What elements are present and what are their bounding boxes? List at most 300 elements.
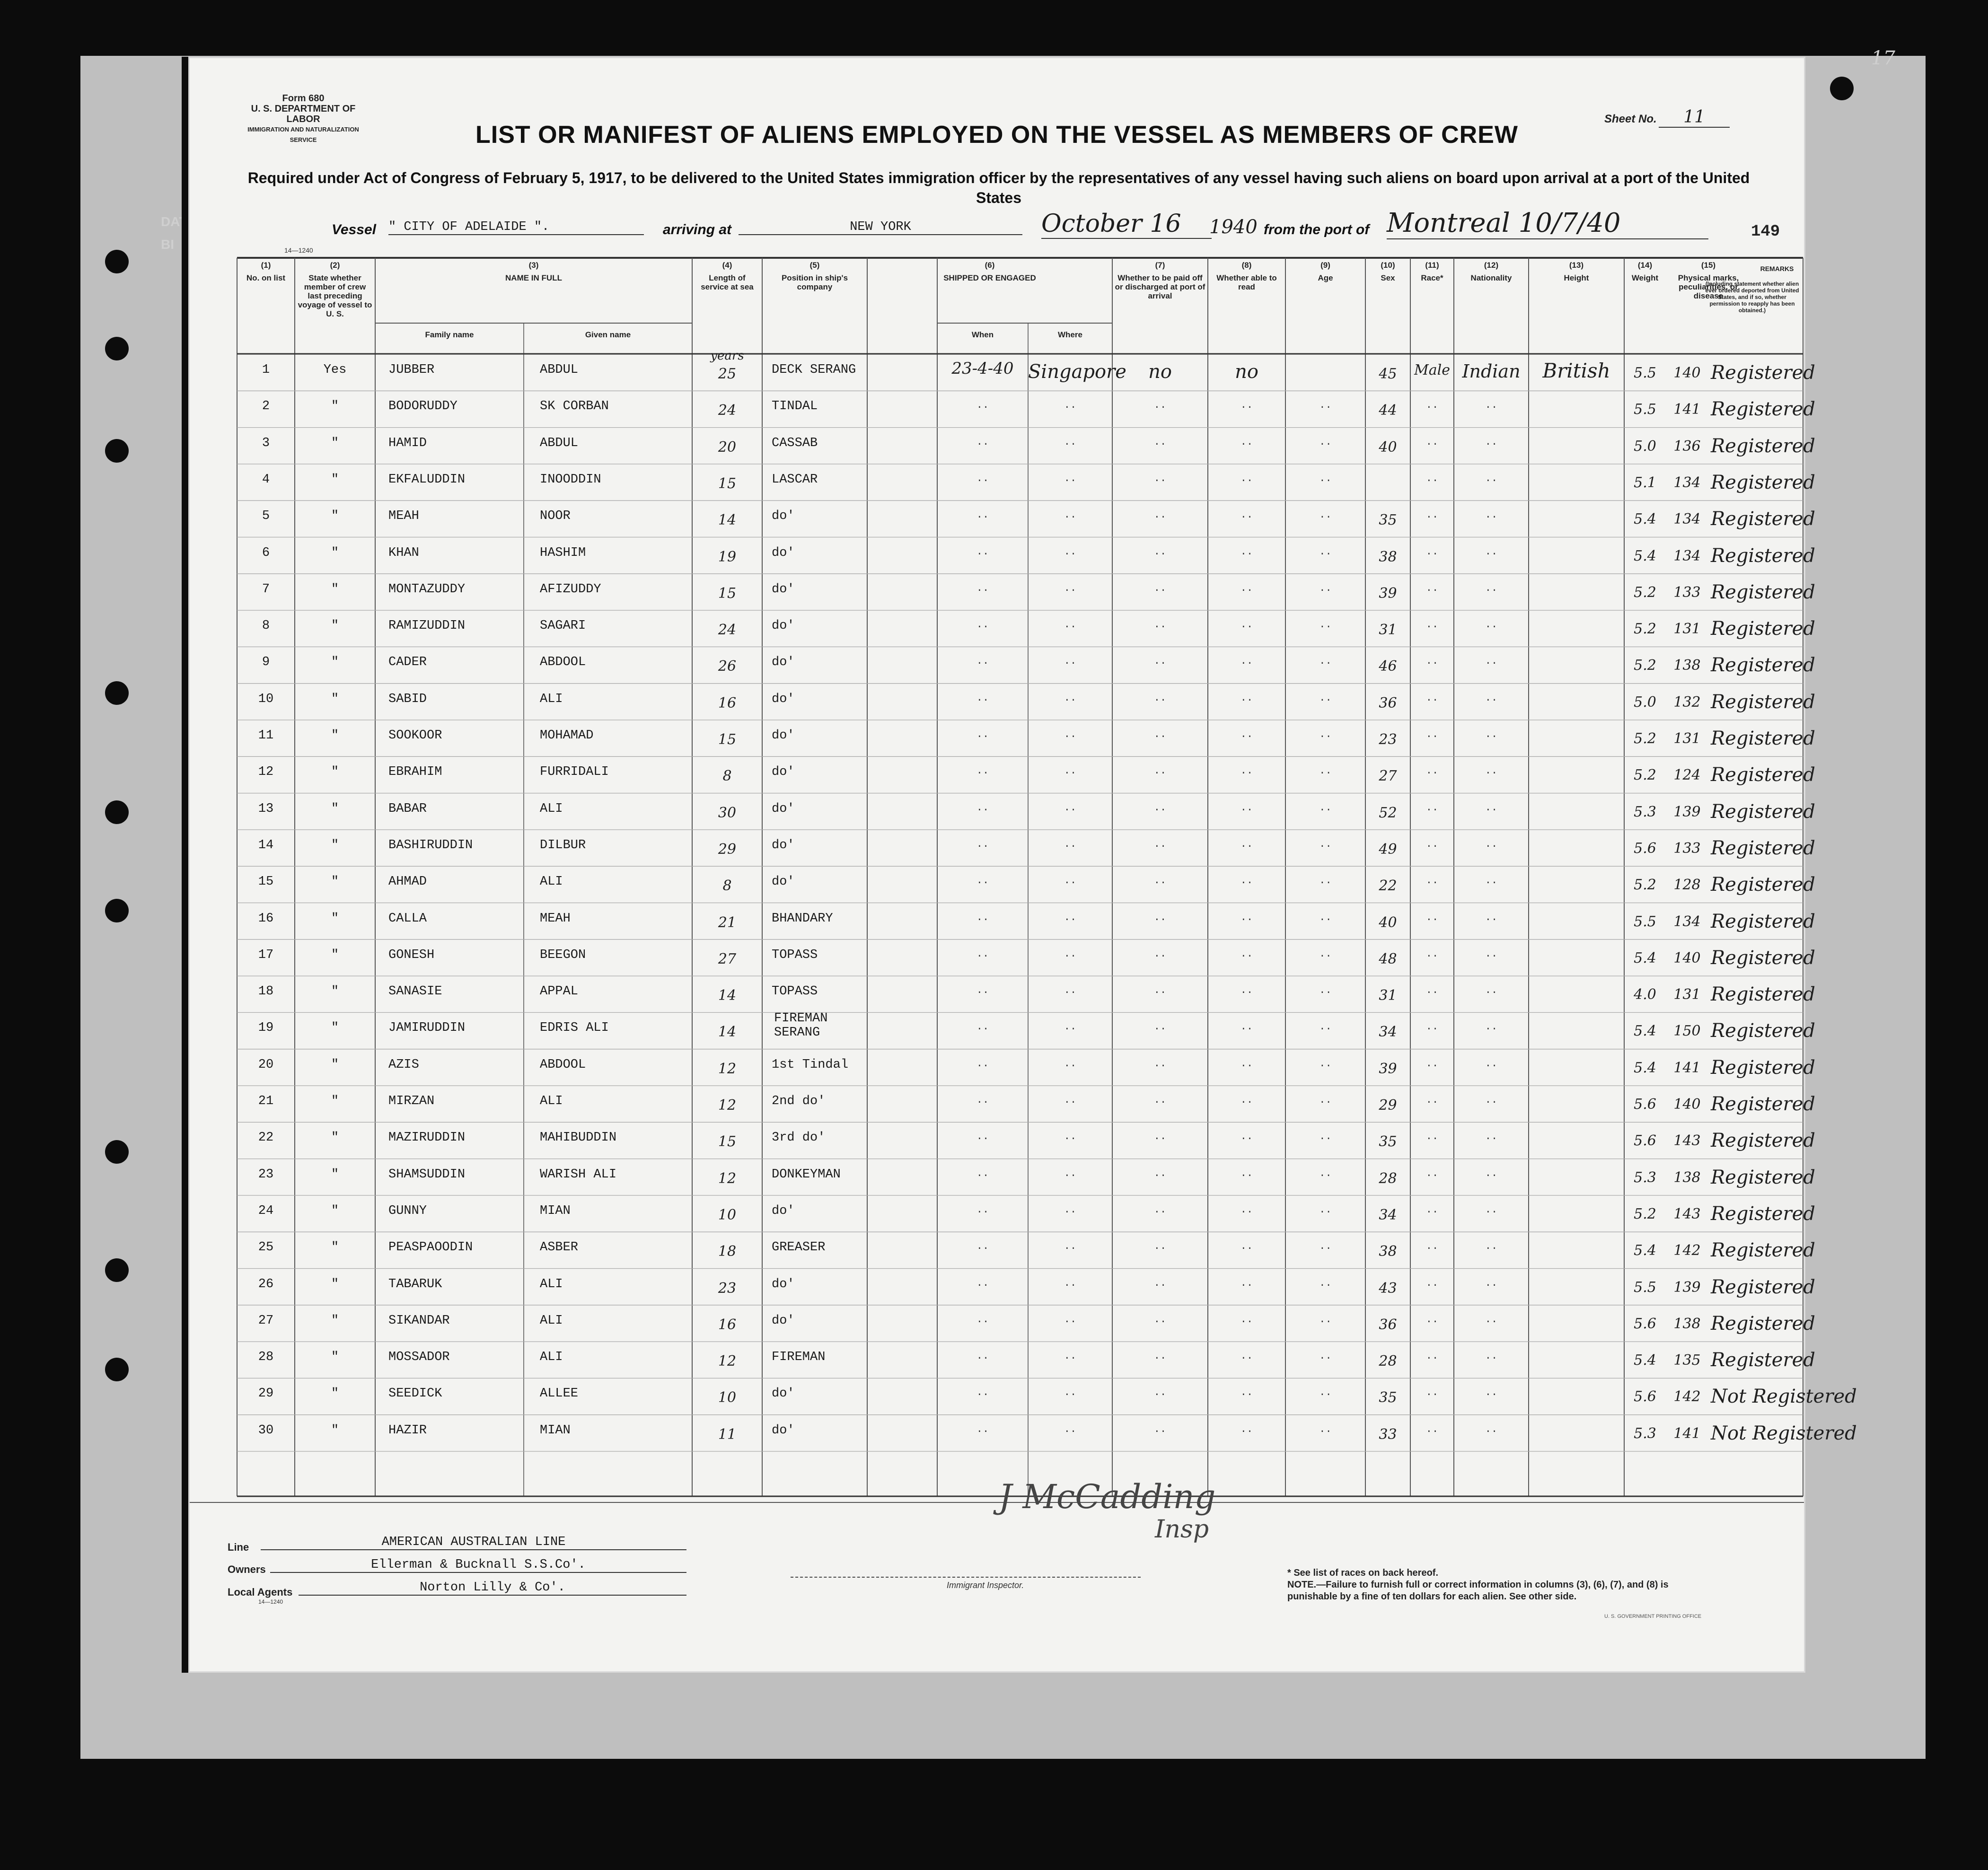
ditto-mark: .. bbox=[1240, 984, 1253, 997]
ditto-mark: .. bbox=[1240, 1277, 1253, 1289]
position: do' bbox=[772, 838, 795, 852]
row-number: 15 bbox=[258, 875, 274, 889]
remarks: Registered bbox=[1711, 1239, 1815, 1262]
ditto-mark: .. bbox=[1485, 875, 1498, 887]
remarks: Registered bbox=[1711, 691, 1815, 713]
batch-number: 149 bbox=[1751, 223, 1780, 241]
weight: 142 bbox=[1673, 1242, 1701, 1259]
ditto-mark: .. bbox=[1064, 875, 1077, 887]
position: do' bbox=[772, 509, 795, 524]
remarks: Not Registered bbox=[1711, 1386, 1857, 1408]
age: 28 bbox=[1379, 1353, 1397, 1370]
previous-voyage: " bbox=[331, 509, 339, 524]
ditto-mark: .. bbox=[1064, 1057, 1077, 1070]
ditto-mark: .. bbox=[1240, 1203, 1253, 1216]
given-name: ABDUL bbox=[540, 363, 579, 377]
ditto-mark: .. bbox=[1425, 436, 1439, 448]
height: 5.2 bbox=[1634, 877, 1656, 894]
family-name: CALLA bbox=[388, 911, 427, 926]
height: 5.6 bbox=[1634, 1388, 1656, 1405]
given-name: MEAH bbox=[540, 911, 571, 926]
form-service: IMMIGRATION AND NATURALIZATION SERVICE bbox=[247, 126, 359, 143]
ditto-mark: .. bbox=[1485, 655, 1498, 667]
ditto-mark: .. bbox=[1485, 509, 1498, 521]
age: 35 bbox=[1379, 512, 1397, 529]
column-label: NAME IN FULL bbox=[505, 273, 562, 282]
remarks: Registered bbox=[1711, 362, 1815, 384]
ditto-mark: .. bbox=[1064, 1094, 1077, 1106]
row-number: 26 bbox=[258, 1277, 274, 1291]
weight: 140 bbox=[1673, 1096, 1701, 1113]
column-header bbox=[762, 261, 867, 291]
row-number: 8 bbox=[262, 619, 270, 633]
previous-voyage: " bbox=[331, 1423, 339, 1438]
family-name: TABARUK bbox=[388, 1277, 442, 1291]
ditto-mark: .. bbox=[1064, 1240, 1077, 1253]
ditto-mark: .. bbox=[976, 1313, 989, 1326]
ditto-mark: .. bbox=[1240, 545, 1253, 558]
ditto-mark: .. bbox=[1153, 545, 1167, 558]
family-name: MEAH bbox=[388, 509, 419, 524]
ditto-mark: .. bbox=[1485, 1240, 1498, 1253]
age: 38 bbox=[1379, 548, 1397, 565]
weight: 138 bbox=[1673, 1169, 1701, 1186]
service-years: 23 bbox=[718, 1280, 737, 1297]
previous-voyage: " bbox=[331, 1387, 339, 1401]
subcolumn-label: When bbox=[971, 330, 994, 339]
column-number: (1) bbox=[261, 261, 271, 270]
ditto-mark: .. bbox=[1319, 875, 1332, 887]
weight: 140 bbox=[1673, 949, 1701, 966]
previous-voyage: " bbox=[331, 765, 339, 780]
previous-voyage: " bbox=[331, 1240, 339, 1255]
ditto-mark: .. bbox=[1319, 692, 1332, 704]
ditto-mark: .. bbox=[1319, 545, 1332, 558]
ditto-mark: .. bbox=[1064, 1350, 1077, 1362]
ditto-mark: .. bbox=[1064, 765, 1077, 777]
ditto-mark: .. bbox=[1319, 1277, 1332, 1289]
ditto-mark: .. bbox=[1485, 911, 1498, 923]
previous-voyage: Yes bbox=[323, 363, 347, 377]
ditto-mark: .. bbox=[1485, 436, 1498, 448]
ditto-mark: .. bbox=[1319, 1350, 1332, 1362]
weight: 150 bbox=[1673, 1023, 1701, 1040]
vessel-label: Vessel bbox=[332, 222, 376, 237]
column-header bbox=[1208, 261, 1285, 291]
row-number: 1 bbox=[262, 363, 270, 377]
column-header bbox=[1285, 261, 1365, 282]
ditto-mark: .. bbox=[1064, 655, 1077, 667]
row-number: 7 bbox=[262, 582, 270, 597]
weight: 131 bbox=[1673, 986, 1701, 1003]
binder-hole bbox=[105, 250, 129, 273]
height: 5.3 bbox=[1634, 1425, 1656, 1442]
column-number: (2) bbox=[330, 261, 340, 270]
race: Indian bbox=[1462, 361, 1521, 382]
ditto-mark: .. bbox=[1425, 545, 1439, 558]
family-name: SOOKOOR bbox=[388, 729, 442, 743]
arriving-label: arriving at bbox=[663, 222, 732, 237]
ditto-mark: .. bbox=[1425, 1240, 1439, 1253]
row-number: 4 bbox=[262, 472, 270, 487]
ditto-mark: .. bbox=[1425, 984, 1439, 997]
family-name: EKFALUDDIN bbox=[388, 472, 466, 487]
ditto-mark: .. bbox=[1319, 1240, 1332, 1253]
weight: 142 bbox=[1673, 1388, 1701, 1405]
ditto-mark: .. bbox=[1485, 399, 1498, 412]
ditto-mark: .. bbox=[1153, 729, 1167, 740]
previous-voyage: " bbox=[331, 436, 339, 450]
age: 40 bbox=[1379, 439, 1397, 456]
ditto-mark: .. bbox=[1319, 1423, 1332, 1435]
family-name: RAMIZUDDIN bbox=[388, 619, 466, 633]
ditto-mark: .. bbox=[976, 509, 989, 521]
ditto-mark: .. bbox=[1240, 875, 1253, 887]
age: 40 bbox=[1379, 914, 1397, 931]
column-label: Whether able to read bbox=[1216, 273, 1277, 291]
weight: 133 bbox=[1673, 840, 1701, 857]
family-name: MONTAZUDDY bbox=[388, 582, 466, 597]
remarks: Registered bbox=[1711, 1130, 1815, 1152]
ditto-mark: .. bbox=[976, 1203, 989, 1216]
given-name: ALI bbox=[540, 1277, 563, 1291]
height: 5.6 bbox=[1634, 840, 1656, 857]
ditto-mark: .. bbox=[976, 619, 989, 631]
height: 5.4 bbox=[1634, 547, 1656, 564]
column-number: (8) bbox=[1241, 261, 1252, 270]
ditto-mark: .. bbox=[1425, 1167, 1439, 1179]
ditto-mark: .. bbox=[1064, 984, 1077, 997]
family-name: SIKANDAR bbox=[388, 1313, 450, 1328]
column-label: Age bbox=[1318, 273, 1333, 282]
ditto-mark: .. bbox=[1153, 1277, 1167, 1289]
height: 5.2 bbox=[1634, 730, 1656, 747]
nationality: British bbox=[1542, 359, 1610, 382]
ditto-mark: .. bbox=[976, 436, 989, 448]
form-department: U. S. DEPARTMENT OF LABOR bbox=[251, 104, 356, 124]
ditto-mark: .. bbox=[1064, 692, 1077, 704]
height: 5.4 bbox=[1634, 1352, 1656, 1369]
family-name: BASHIRUDDIN bbox=[388, 838, 473, 852]
remarks: Registered bbox=[1711, 1020, 1815, 1042]
line-value: AMERICAN AUSTRALIAN LINE bbox=[261, 1535, 686, 1550]
ditto-mark: .. bbox=[976, 692, 989, 704]
family-name: SEEDICK bbox=[388, 1387, 442, 1401]
column-number: (4) bbox=[722, 261, 732, 270]
weight: 134 bbox=[1673, 474, 1701, 491]
ditto-mark: .. bbox=[1153, 801, 1167, 814]
given-name: APPAL bbox=[540, 984, 579, 999]
ditto-mark: .. bbox=[1319, 655, 1332, 667]
ditto-mark: .. bbox=[976, 1423, 989, 1435]
given-name: FURRIDALI bbox=[540, 765, 609, 780]
given-name: ALI bbox=[540, 875, 563, 889]
position: do' bbox=[772, 801, 795, 816]
ditto-mark: .. bbox=[1153, 1387, 1167, 1399]
ditto-mark: .. bbox=[1240, 1240, 1253, 1253]
column-label: Position in ship's company bbox=[781, 273, 848, 291]
previous-voyage: " bbox=[331, 1313, 339, 1328]
age: 27 bbox=[1379, 768, 1397, 785]
binder-hole bbox=[105, 1258, 129, 1282]
previous-voyage: " bbox=[331, 1167, 339, 1182]
ditto-mark: .. bbox=[1064, 436, 1077, 448]
column-header bbox=[1751, 261, 1803, 273]
service-years: 14 bbox=[718, 987, 737, 1004]
column-label: No. on list bbox=[246, 273, 286, 282]
ditto-mark: .. bbox=[1319, 399, 1332, 412]
row-number: 27 bbox=[258, 1313, 274, 1328]
family-name: MOSSADOR bbox=[388, 1350, 450, 1365]
column-header bbox=[295, 261, 375, 318]
age: 46 bbox=[1379, 658, 1397, 675]
ditto-mark: .. bbox=[1319, 1313, 1332, 1326]
inspector-signature: J McCadding bbox=[999, 1477, 1216, 1516]
side-label-1: DAT bbox=[161, 214, 187, 229]
previous-voyage: " bbox=[331, 1203, 339, 1218]
ditto-mark: .. bbox=[1153, 984, 1167, 997]
column-label: Physical marks, peculiarities, or disease bbox=[1678, 273, 1739, 300]
binder-hole bbox=[105, 337, 129, 360]
ditto-mark: .. bbox=[1240, 1057, 1253, 1070]
column-header bbox=[692, 261, 762, 291]
weight: 143 bbox=[1673, 1205, 1701, 1222]
ditto-mark: .. bbox=[1485, 1167, 1498, 1179]
previous-voyage: " bbox=[331, 545, 339, 560]
column-header bbox=[1410, 261, 1454, 282]
ditto-mark: .. bbox=[1153, 509, 1167, 521]
ditto-mark: .. bbox=[1425, 1350, 1439, 1362]
height: 5.1 bbox=[1634, 474, 1656, 491]
ditto-mark: .. bbox=[976, 1167, 989, 1179]
previous-voyage: " bbox=[331, 1131, 339, 1145]
family-name: CADER bbox=[388, 655, 427, 670]
given-name: ALI bbox=[540, 1094, 563, 1108]
age: 31 bbox=[1379, 622, 1397, 639]
ditto-mark: .. bbox=[1240, 619, 1253, 631]
position: do' bbox=[772, 729, 795, 743]
ditto-mark: .. bbox=[976, 801, 989, 814]
ditto-mark: .. bbox=[1425, 948, 1439, 960]
ditto-mark: .. bbox=[1425, 1203, 1439, 1216]
remarks: Registered bbox=[1711, 1056, 1815, 1079]
height: 5.0 bbox=[1634, 438, 1656, 455]
given-name: ALI bbox=[540, 1313, 563, 1328]
age: 48 bbox=[1379, 950, 1397, 967]
weight: 141 bbox=[1673, 1059, 1701, 1076]
remarks: Registered bbox=[1711, 1312, 1815, 1334]
row-number: 22 bbox=[258, 1131, 274, 1145]
height: 5.4 bbox=[1634, 949, 1656, 966]
given-name: ALLEE bbox=[540, 1387, 579, 1401]
ditto-mark: .. bbox=[1064, 399, 1077, 412]
ditto-mark: .. bbox=[1153, 582, 1167, 594]
column-label: Sex bbox=[1381, 273, 1395, 282]
able-to-read: no bbox=[1235, 361, 1258, 383]
ditto-mark: .. bbox=[976, 838, 989, 850]
height: 5.6 bbox=[1634, 1315, 1656, 1332]
binder-hole bbox=[105, 899, 129, 922]
ditto-mark: .. bbox=[1485, 1277, 1498, 1289]
previous-voyage: " bbox=[331, 692, 339, 706]
service-years: 12 bbox=[718, 1170, 737, 1187]
height: 4.0 bbox=[1634, 986, 1656, 1003]
given-name: DILBUR bbox=[540, 838, 586, 852]
position: do' bbox=[772, 1423, 795, 1438]
ditto-mark: .. bbox=[976, 1277, 989, 1289]
position: BHANDARY bbox=[772, 911, 833, 926]
remarks: Registered bbox=[1711, 435, 1815, 457]
weight: 134 bbox=[1673, 511, 1701, 528]
arrival-date: October 16 bbox=[1041, 210, 1212, 239]
service-years: 15 bbox=[718, 475, 737, 492]
ditto-mark: .. bbox=[1485, 1313, 1498, 1326]
ditto-mark: .. bbox=[1153, 1240, 1167, 1253]
column-label: REMARKS bbox=[1760, 265, 1794, 272]
position: 1st Tindal bbox=[772, 1057, 849, 1072]
binder-hole bbox=[105, 439, 129, 463]
service-years: 15 bbox=[718, 1133, 737, 1150]
column-header bbox=[1624, 261, 1666, 282]
ditto-mark: .. bbox=[1240, 801, 1253, 814]
service-years: 8 bbox=[722, 768, 732, 785]
ditto-mark: .. bbox=[1240, 1094, 1253, 1106]
side-label-2: BI bbox=[161, 237, 174, 252]
height: 5.0 bbox=[1634, 694, 1656, 711]
family-name: HAZIR bbox=[388, 1423, 427, 1438]
ditto-mark: .. bbox=[1064, 1203, 1077, 1216]
previous-voyage: " bbox=[331, 1094, 339, 1108]
family-name: MAZIRUDDIN bbox=[388, 1131, 466, 1145]
position: TOPASS bbox=[772, 984, 818, 999]
family-name: EBRAHIM bbox=[388, 765, 442, 780]
column-label: Race* bbox=[1421, 273, 1443, 282]
height: 5.2 bbox=[1634, 767, 1656, 784]
given-name: AFIZUDDY bbox=[540, 582, 601, 597]
line-label: Line bbox=[228, 1541, 249, 1553]
given-name: HASHIM bbox=[540, 545, 586, 560]
age: 31 bbox=[1379, 987, 1397, 1004]
given-name: SAGARI bbox=[540, 619, 586, 633]
owners-label: Owners bbox=[228, 1563, 266, 1575]
remarks: Registered bbox=[1711, 983, 1815, 1006]
column-header bbox=[375, 261, 692, 282]
vessel-name: " CITY OF ADELAIDE ". bbox=[388, 220, 644, 235]
ditto-mark: .. bbox=[1319, 1387, 1332, 1399]
ditto-mark: .. bbox=[1240, 1350, 1253, 1362]
ditto-mark: .. bbox=[1485, 984, 1498, 997]
height: 5.3 bbox=[1634, 1169, 1656, 1186]
column-number: (14) bbox=[1637, 261, 1653, 270]
ditto-mark: .. bbox=[976, 1057, 989, 1070]
ditto-mark: .. bbox=[1425, 399, 1439, 412]
service-unit: years bbox=[710, 349, 744, 363]
weight: 138 bbox=[1673, 1315, 1701, 1332]
family-name: KHAN bbox=[388, 545, 419, 560]
given-name: MIAN bbox=[540, 1203, 571, 1218]
ditto-mark: .. bbox=[1319, 619, 1332, 631]
age: 39 bbox=[1379, 585, 1397, 602]
ditto-mark: .. bbox=[1485, 619, 1498, 631]
previous-voyage: " bbox=[331, 729, 339, 743]
family-name: BODORUDDY bbox=[388, 399, 457, 414]
ditto-mark: .. bbox=[1319, 801, 1332, 814]
ditto-mark: .. bbox=[976, 984, 989, 997]
ditto-mark: .. bbox=[1425, 1131, 1439, 1143]
column-header bbox=[1365, 261, 1410, 282]
position: 2nd do' bbox=[772, 1094, 826, 1108]
remarks: Registered bbox=[1711, 508, 1815, 530]
agents-code: 14—1240 bbox=[258, 1598, 283, 1605]
remarks: Registered bbox=[1711, 837, 1815, 859]
ditto-mark: .. bbox=[1485, 1131, 1498, 1143]
ditto-mark: .. bbox=[976, 655, 989, 667]
weight: 138 bbox=[1673, 657, 1701, 674]
remarks: Registered bbox=[1711, 910, 1815, 932]
row-number: 19 bbox=[258, 1021, 274, 1036]
printer-mark: U. S. GOVERNMENT PRINTING OFFICE bbox=[1604, 1614, 1702, 1619]
ditto-mark: .. bbox=[1240, 655, 1253, 667]
family-name: GONESH bbox=[388, 948, 435, 962]
binder-hole bbox=[1830, 77, 1854, 100]
given-name: MAHIBUDDIN bbox=[540, 1131, 617, 1145]
column-label: Length of service at sea bbox=[701, 273, 754, 291]
sex: Male bbox=[1414, 362, 1450, 378]
from-port-label: from the port of bbox=[1264, 222, 1370, 237]
ditto-mark: .. bbox=[1319, 838, 1332, 850]
ditto-mark: .. bbox=[1425, 692, 1439, 704]
service-years: 18 bbox=[718, 1243, 737, 1260]
ditto-mark: .. bbox=[1425, 619, 1439, 631]
remarks: Registered bbox=[1711, 874, 1815, 896]
column-number: (5) bbox=[809, 261, 820, 270]
column-header bbox=[1529, 261, 1624, 282]
service-years: 10 bbox=[718, 1206, 737, 1223]
agents-value: Norton Lilly & Co'. bbox=[299, 1580, 686, 1596]
ditto-mark: .. bbox=[976, 1131, 989, 1143]
family-name: BABAR bbox=[388, 801, 427, 816]
previous-voyage: " bbox=[331, 801, 339, 816]
ditto-mark: .. bbox=[1485, 1387, 1498, 1399]
ditto-mark: .. bbox=[1425, 1423, 1439, 1435]
column-header bbox=[1112, 261, 1208, 300]
previous-voyage: " bbox=[331, 1350, 339, 1365]
ditto-mark: .. bbox=[1153, 692, 1167, 704]
height: 5.4 bbox=[1634, 1023, 1656, 1040]
given-name: ALI bbox=[540, 692, 563, 706]
service-years: 12 bbox=[718, 1097, 737, 1114]
position: LASCAR bbox=[772, 472, 818, 487]
ditto-mark: .. bbox=[1425, 1094, 1439, 1106]
ditto-mark: .. bbox=[1319, 948, 1332, 960]
given-name: ABDOOL bbox=[540, 1057, 586, 1072]
previous-voyage: " bbox=[331, 911, 339, 926]
previous-voyage: " bbox=[331, 838, 339, 852]
position: TINDAL bbox=[772, 399, 818, 414]
ditto-mark: .. bbox=[1425, 729, 1439, 740]
ditto-mark: .. bbox=[1425, 1313, 1439, 1326]
ditto-mark: .. bbox=[1064, 1021, 1077, 1033]
height: 5.2 bbox=[1634, 657, 1656, 674]
ditto-mark: .. bbox=[976, 948, 989, 960]
ditto-mark: .. bbox=[1064, 911, 1077, 923]
ditto-mark: .. bbox=[1425, 1057, 1439, 1070]
column-number: (3) bbox=[528, 261, 539, 270]
position: do' bbox=[772, 875, 795, 889]
row-number: 9 bbox=[262, 655, 270, 670]
weight: 128 bbox=[1673, 877, 1701, 894]
family-name: PEASPAOODIN bbox=[388, 1240, 473, 1255]
